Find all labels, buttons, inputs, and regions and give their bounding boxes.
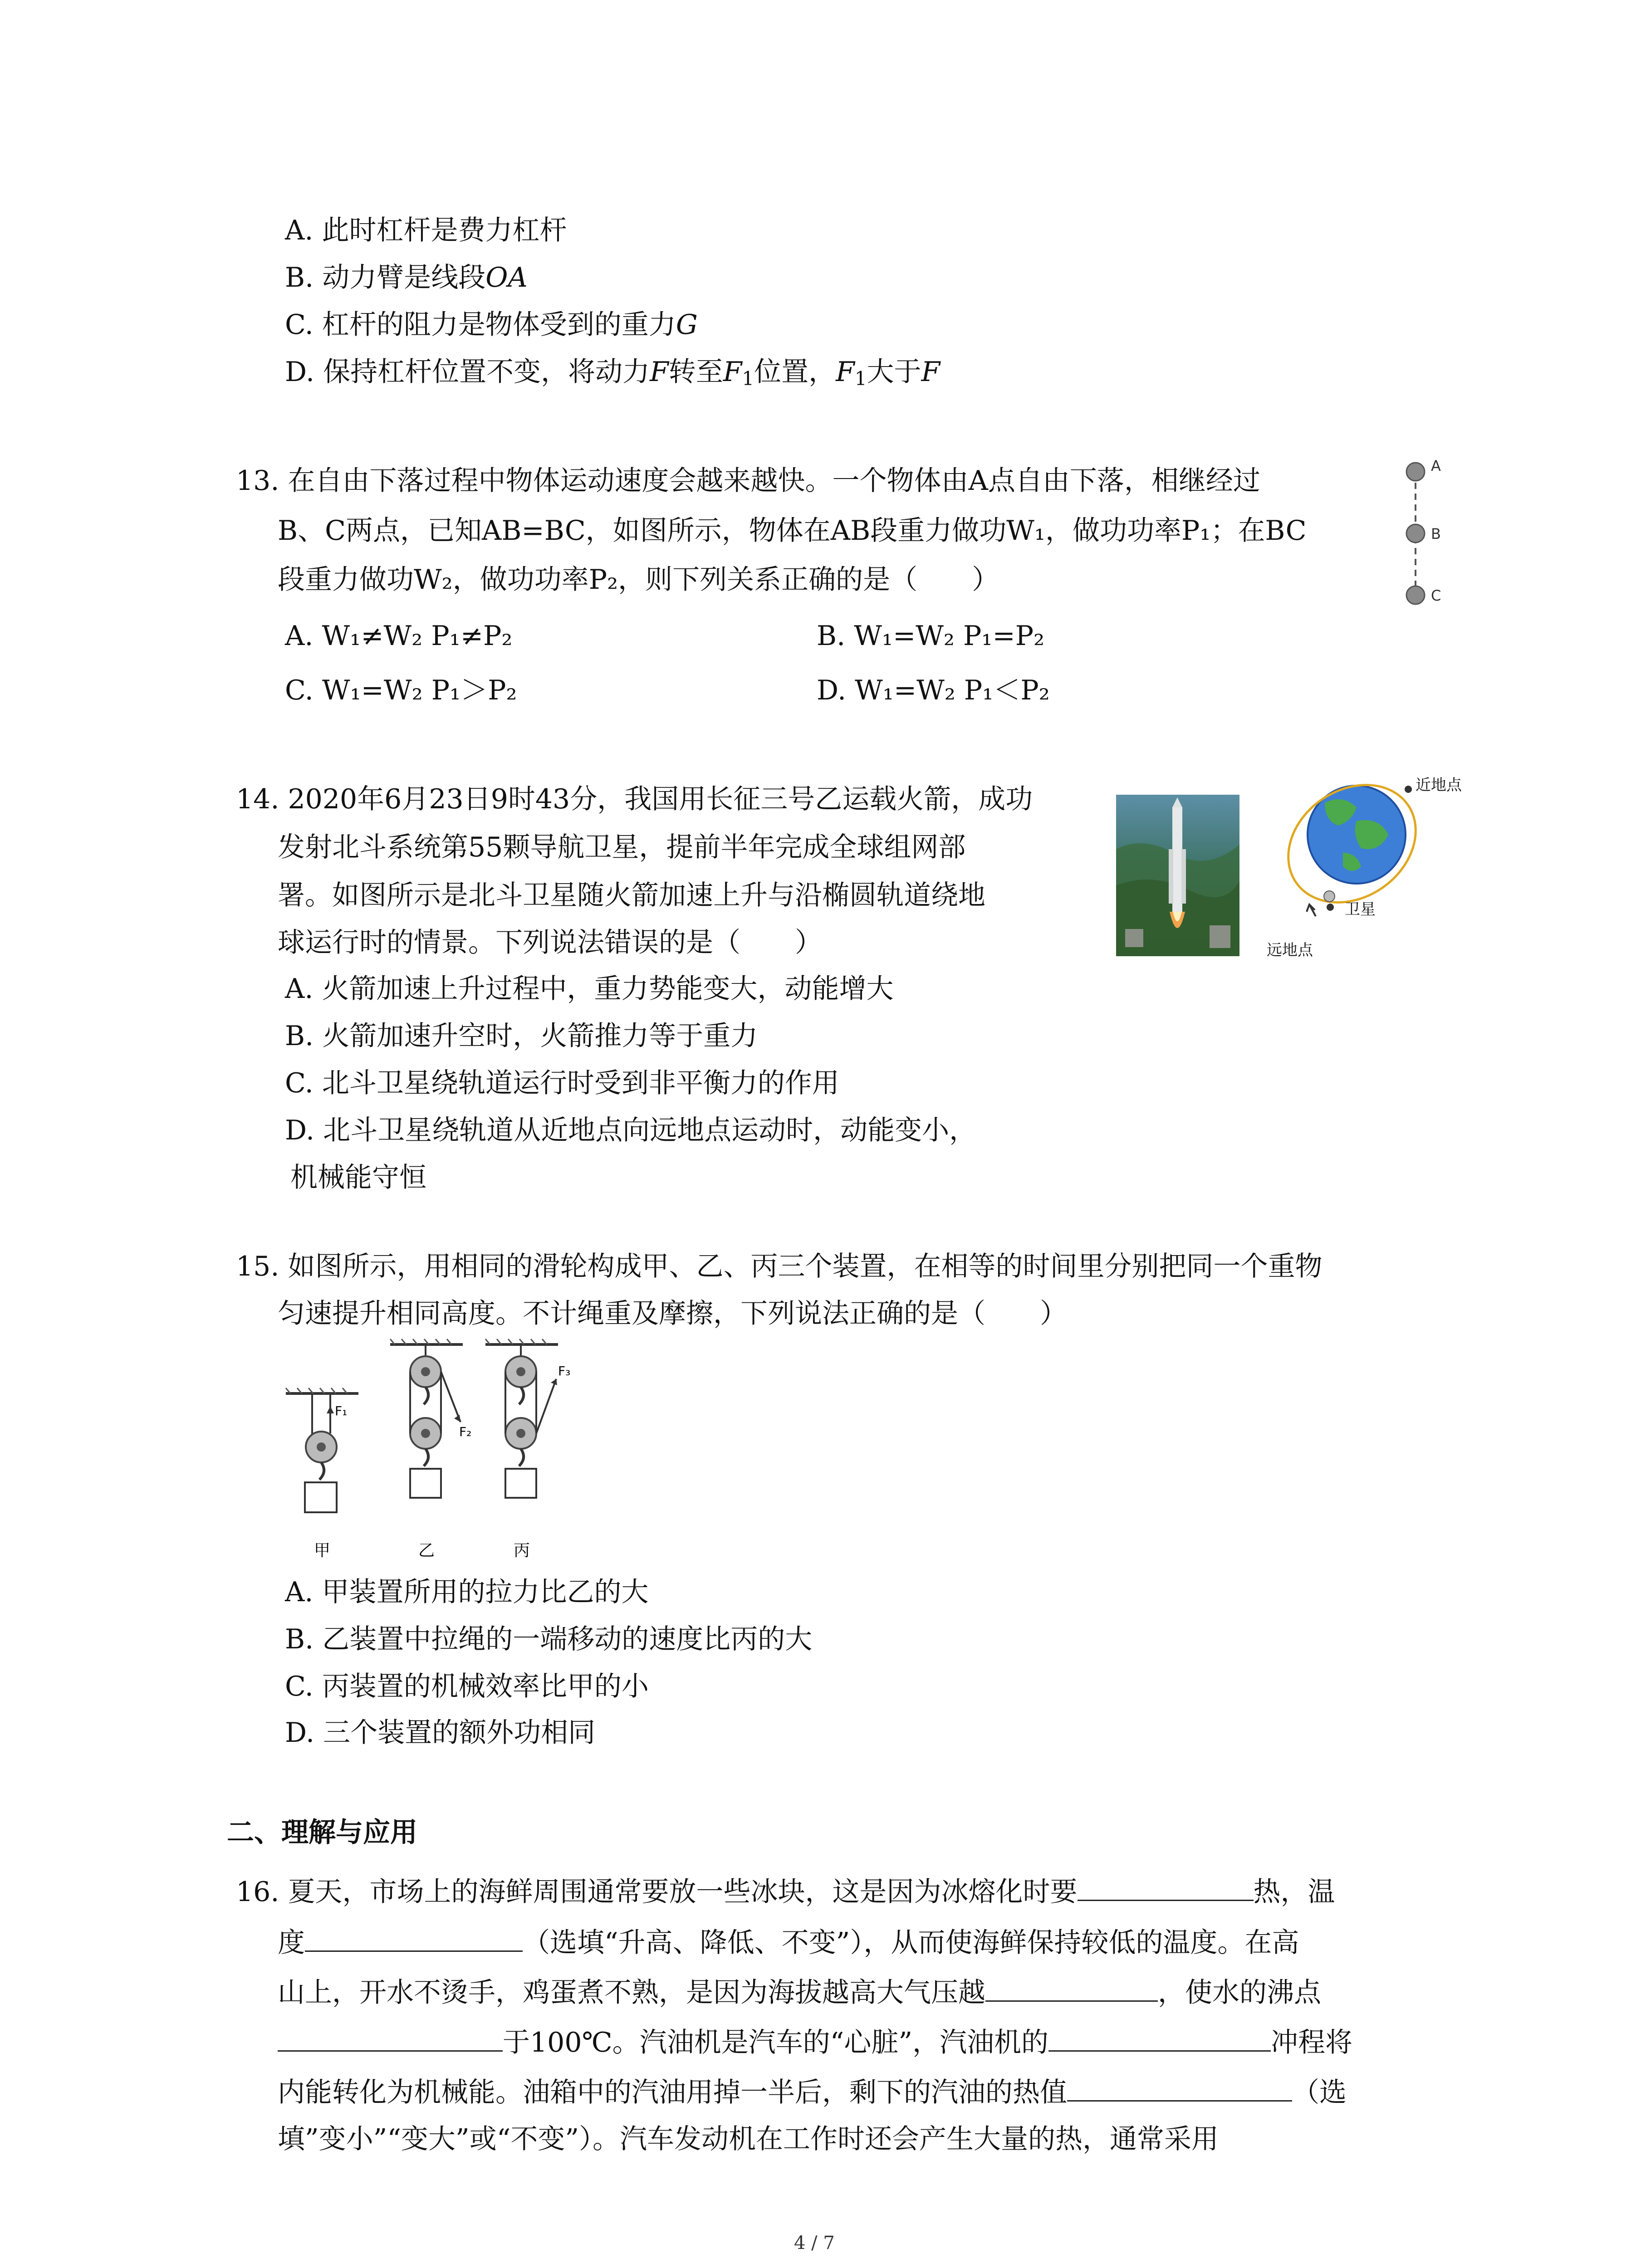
q16-line4: 于100℃。汽油机是汽车的“心脏”，汽油机的 冲程将 [278, 2026, 1352, 2056]
point-c-label: C [1431, 587, 1441, 604]
q14-stem-line1: 14. 2020年6月23日9时43分，我国用长征三号乙运载火箭，成功 [236, 783, 1033, 815]
q13-option-b: B. W₁=W₂ P₁=P₂ [817, 620, 1045, 652]
q14-option-d-line2: 机械能守恒 [290, 1162, 426, 1193]
q14-option-c: C. 北斗卫星绕轨道运行时受到非平衡力的作用 [285, 1067, 839, 1099]
point-b-label: B [1431, 525, 1441, 543]
blank-5[interactable] [1048, 2026, 1271, 2052]
q16-line3: 山上，开水不烫手，鸡蛋煮不熟，是因为海拔越高大气压越 ，使水的沸点 [278, 1977, 1321, 2009]
blank-1[interactable] [1078, 1875, 1254, 1901]
q14-stem-line2: 发射北斗系统第55颗导航卫星，提前半年完成全球组网部 [278, 831, 966, 863]
force-f1-label: F₁ [335, 1403, 348, 1418]
q15-option-a: A. 甲装置所用的拉力比乙的大 [285, 1576, 649, 1608]
q13-stem-line3: 段重力做功W₂，做功功率P₂，则下列关系正确的是（ ） [278, 564, 999, 596]
q16-line1: 16. 夏天，市场上的海鲜周围通常要放一些冰块，这是因为冰熔化时要 热，温 [236, 1876, 1335, 1908]
q14-option-d-line1: D. 北斗卫星绕轨道从近地点向远地点运动时，动能变小， [285, 1114, 977, 1146]
q13-stem-line2: B、C两点，已知AB=BC，如图所示，物体在AB段重力做功W₁，做功功率P₁；在BC [278, 515, 1307, 547]
blank-4[interactable] [278, 2026, 503, 2052]
q12-option-d: D. 保持杠杆位置不变，将动力F转至$F_1$位置，$F_1$大于F [285, 356, 941, 390]
q13-falling-object-figure [1397, 454, 1452, 608]
blank-6[interactable] [1067, 2076, 1292, 2102]
label-bing: 丙 [514, 1541, 530, 1560]
force-f3-label: F₃ [558, 1364, 571, 1378]
q12-option-b: B. 动力臂是线段OA [285, 262, 528, 293]
earth-orbit-diagram [1261, 767, 1470, 975]
q12-option-a: A. 此时杠杆是费力杠杆 [285, 215, 567, 246]
q13-option-d: D. W₁=W₂ P₁＜P₂ [817, 675, 1050, 706]
q15-option-b: B. 乙装置中拉绳的一端移动的速度比丙的大 [285, 1623, 813, 1655]
page-number: 4 / 7 [794, 2233, 835, 2253]
q14-stem-line3: 署。如图所示是北斗卫星随火箭加速上升与沿椭圆轨道绕地 [278, 880, 985, 911]
point-a-label: A [1431, 457, 1441, 474]
label-yi: 乙 [418, 1541, 435, 1560]
q15-stem-line2: 匀速提升相同高度。不计绳重及摩擦，下列说法正确的是（ ） [278, 1298, 1067, 1330]
q14-stem-line4: 球运行时的情景。下列说法错误的是（ ） [278, 927, 822, 958]
q15-option-d: D. 三个装置的额外功相同 [285, 1717, 596, 1749]
blank-2[interactable] [305, 1926, 523, 1952]
q14-option-b: B. 火箭加速升空时，火箭推力等于重力 [285, 1020, 758, 1052]
q12-option-c: C. 杠杆的阻力是物体受到的重力G [285, 309, 698, 341]
q16-line2: 度 （选填“升高、降低、不变”），从而使海鲜保持较低的温度。在高 [278, 1927, 1299, 1959]
force-f2-label: F₂ [459, 1424, 472, 1439]
q13-option-c: C. W₁=W₂ P₁＞P₂ [285, 675, 517, 706]
q14-option-a: A. 火箭加速上升过程中，重力势能变大，动能增大 [285, 973, 894, 1005]
q16-line6: 填”变小”“变大”或“不变”）。汽车发动机在工作时还会产生大量的热，通常采用 [278, 2123, 1219, 2155]
label-jia: 甲 [314, 1541, 331, 1560]
pulley-systems-figure [281, 1338, 608, 1574]
q15-stem-line1: 15. 如图所示，用相同的滑轮构成甲、乙、丙三个装置，在相等的时间里分别把同一个重物 [236, 1251, 1323, 1282]
apogee-label: 远地点 [1267, 941, 1313, 959]
perigee-label: 近地点 [1416, 776, 1462, 794]
q16-line5: 内能转化为机械能。油箱中的汽油用掉一半后，剩下的汽油的热值 （选 [278, 2077, 1347, 2108]
q13-option-a: A. W₁≠W₂ P₁≠P₂ [285, 620, 513, 652]
rocket-launch-photo [1116, 795, 1239, 956]
blank-3[interactable] [985, 1976, 1158, 2002]
q13-stem-line1: 13. 在自由下落过程中物体运动速度会越来越快。一个物体由A点自由下落，相继经过 [236, 465, 1260, 497]
q15-option-c: C. 丙装置的机械效率比甲的小 [285, 1671, 649, 1702]
satellite-label: 卫星 [1345, 900, 1376, 919]
section-title: 二、理解与应用 [227, 1817, 417, 1848]
